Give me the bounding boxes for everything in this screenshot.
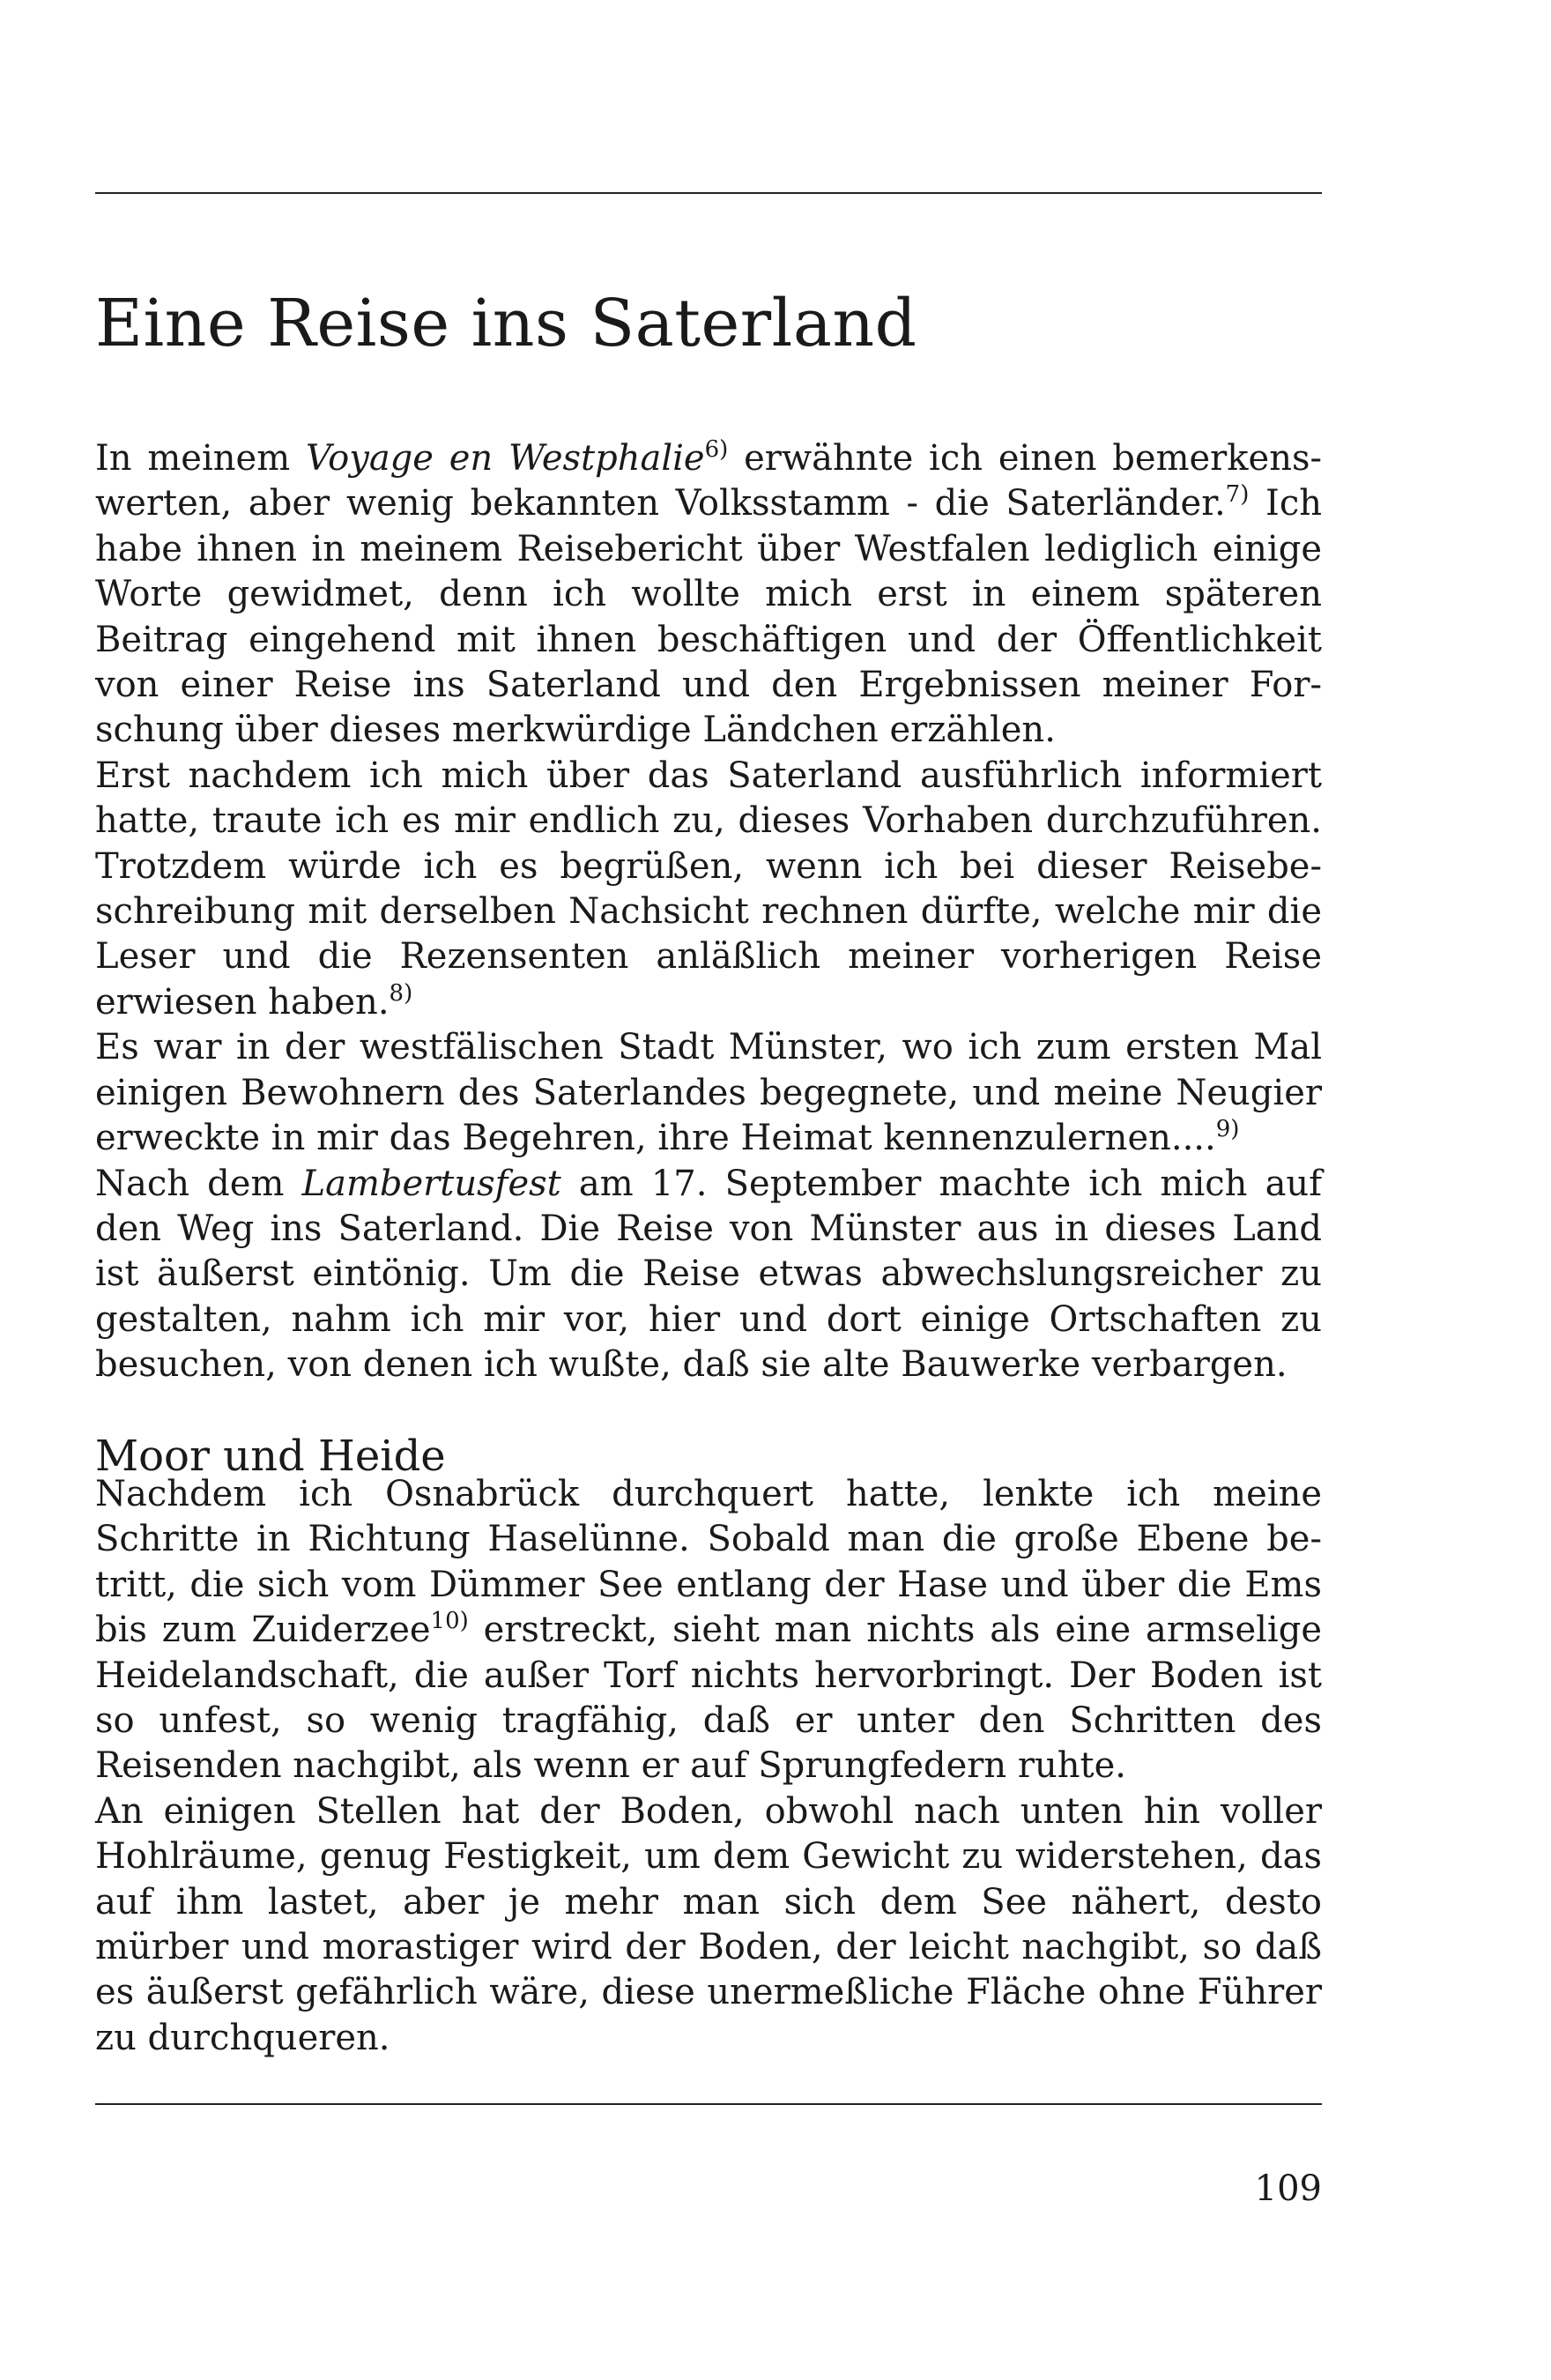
paragraph-text: Erst nachdem ich mich über das Saterland ausführlich informiert hatte, traute ich es mir endlich zu, dieses Vorhaben durchzuführen. Trotzdem würde ich es begrüßen, wenn ich bei dieser Reisebeschreibung mit derselben Nachsicht rechnen dürfte, welche mir die Leser und die Rezensenten anläßlich meiner vorherigen Reise erwiesen haben. (95, 755, 1322, 1023)
page-title: Eine Reise ins Saterland (95, 286, 917, 361)
paragraph-text: am 17. September machte ich mich auf den Weg ins Saterland. Die Reise von Münster aus in dieses Land ist äußerst eintönig. Um die Reise etwas abwechslungsreicher zu gestalten, nahm ich mir vor, hier und dort einige Ortschaften zu besuchen, von denen ich wußte, daß sie alte Bauwerke verbargen. (95, 1163, 1323, 1386)
footnote-ref: 8) (389, 979, 413, 1007)
paragraph-text: Nachdem ich Osnabrück durchquert hatte, lenkte ich meine Schritte in Richtung Haselünne. Sobald man die große Ebene betritt, die sich vom Dümmer See entlang der Hase und über die Ems bis zum Zuiderzee (95, 1474, 1322, 1651)
intro-section (95, 436, 1322, 1388)
top-rule (95, 192, 1322, 194)
paragraph-text: Ich habe ihnen in meinem Reisebericht über Westfalen lediglich einige Worte gewidmet, denn ich wollte mich erst in einem späteren Beitrag eingehend mit ihnen beschäftigen und der Öffentlichkeit von einer Reise ins Saterland und den Ergebnissen meiner Forschung über dieses merkwürdige Ländchen erzählen. (95, 483, 1322, 751)
paragraph-text: erwähnte ich einen bemerkenswerten, aber wenig bekannten Volksstamm - die Saterländer. (95, 438, 1323, 524)
paragraph-text: Nach dem (95, 1163, 302, 1204)
page-number: 109 (1254, 2168, 1322, 2209)
footnote-ref: 9) (1215, 1116, 1240, 1143)
footnote-ref: 6) (704, 436, 729, 463)
paragraph-text: erstreckt, sieht man nichts als eine armselige Heidelandschaft, die außer Torf nichts hervorbringt. Der Boden ist so unfest, so wenig tragfähig, daß er unter den Schritten des Reisenden nachgibt, als wenn er auf Sprungfedern ruhte. (95, 1610, 1322, 1787)
paragraph-text: In meinem (95, 438, 306, 479)
footnote-ref: 10) (430, 1608, 469, 1635)
bottom-rule (95, 2103, 1322, 2105)
paragraph (95, 1472, 1322, 1789)
book-title: Voyage en Westphalie (305, 438, 705, 479)
paragraph-text: An einigen Stellen hat der Boden, obwohl nach unten hin voller Hohlräume, genug Festigkeit, um dem Gewicht zu widerstehen, das auf ihm lastet, aber je mehr man sich dem See nähert, desto mürber und morastiger wird der Boden, der leicht nachgibt, so daß es äußerst gefährlich wäre, diese unermeßliche Fläche ohne Führer zu durchqueren. (95, 1790, 1322, 2058)
paragraph (95, 1025, 1322, 1161)
paragraph (95, 754, 1322, 1025)
moor-section (95, 1472, 1322, 2061)
section-heading: Moor und Heide (95, 1432, 446, 1481)
paragraph (95, 436, 1322, 754)
footnote-ref: 7) (1225, 481, 1250, 509)
paragraph (95, 1162, 1322, 1388)
festival-name: Lambertusfest (301, 1163, 561, 1204)
paragraph-text: Es war in der westfälischen Stadt Münster, wo ich zum ersten Mal einigen Bewohnern des Saterlandes begegnete, und meine Neugier erweckte in mir das Begehren, ihre Heimat kennenzulernen.... (95, 1027, 1322, 1159)
paragraph (95, 1789, 1322, 2061)
